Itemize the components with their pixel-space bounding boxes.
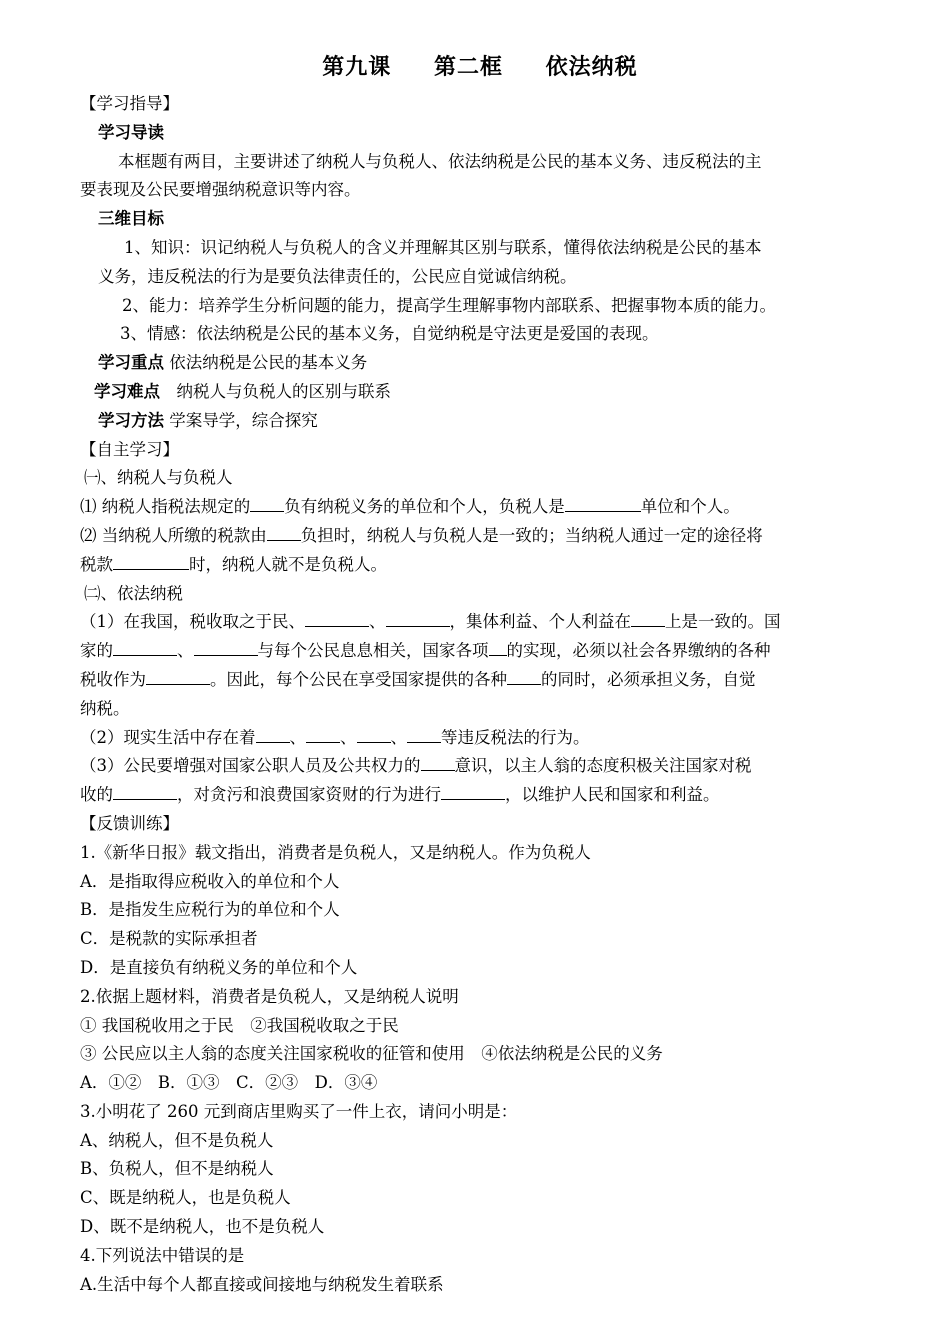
- answer-blank[interactable]: [421, 752, 455, 771]
- p1-text-i: 税收作为: [80, 669, 146, 689]
- key-label: 学习重点: [98, 353, 164, 373]
- self-p1-line3: [80, 666, 880, 695]
- self-q2-line1: [80, 522, 880, 551]
- self-q1-text-c: 单位和个人。: [640, 497, 740, 517]
- fb-q4: 4.下列说法中错误的是: [80, 1245, 245, 1265]
- p1-text-b: 、: [369, 612, 386, 632]
- goal-ability: 2、能力：培养学生分析问题的能力，提高学生理解事物内部联系、把握事物本质的能力。: [122, 295, 776, 315]
- goal-emotion: 3、情感：依法纳税是公民的基本义务，自觉纳税是守法更是爱国的表现。: [120, 324, 659, 344]
- goal-knowledge-2: 义务，违反税法的行为是要负法律责任的，公民应自觉诚信纳税。: [98, 266, 577, 286]
- fb-q2: 2.依据上题材料，消费者是负税人，又是纳税人说明: [80, 986, 459, 1006]
- answer-blank[interactable]: [386, 608, 450, 627]
- answer-blank[interactable]: [441, 781, 505, 800]
- p2-text-b: 等违反税法的行为。: [441, 727, 590, 747]
- answer-blank[interactable]: [113, 551, 189, 570]
- p3-text-b: 意识，以主人翁的态度积极关注国家对税: [454, 756, 752, 776]
- fb-q1-option[interactable]: B．是指发生应税行为的单位和个人: [80, 900, 340, 920]
- document-page: [80, 50, 880, 1299]
- p1-text-f: 、: [177, 641, 194, 661]
- fb-q4-option[interactable]: A.生活中每个人都直接或间接地与纳税发生着联系: [80, 1274, 444, 1294]
- answer-blank[interactable]: [256, 724, 290, 743]
- answer-blank[interactable]: [113, 637, 177, 656]
- self-q2-text-b: 负担时，纳税人与负税人是一致的；当纳税人通过一定的途径将: [300, 525, 763, 545]
- p3-text-d: ，对贪污和浪费国家资财的行为进行: [177, 785, 441, 805]
- method-point: [80, 407, 880, 436]
- self-q1-text-b: 负有纳税义务的单位和个人，负税人是: [284, 497, 565, 517]
- self-study-header: 【自主学习】: [80, 439, 179, 459]
- answer-blank[interactable]: [250, 493, 284, 512]
- answer-blank[interactable]: [357, 724, 391, 743]
- p2-sep: 、: [390, 727, 407, 747]
- page-title: [80, 50, 880, 86]
- key-point: [80, 349, 880, 378]
- fb-q2-options[interactable]: A．①② B．①③ C．②③ D．③④: [80, 1073, 378, 1093]
- method-text: 学案导学，综合探究: [169, 410, 318, 430]
- fb-q3: 3.小明花了 260 元到商店里购买了一件上衣，请问小明是：: [80, 1101, 518, 1121]
- fb-q3-option[interactable]: B、负税人，但不是纳税人: [80, 1159, 274, 1179]
- p1-text-g: 与每个公民息息相关，国家各项: [257, 641, 489, 661]
- p1-text-c: ，集体利益、个人利益在: [449, 612, 631, 632]
- p1-text-d: 上是一致的。国: [665, 612, 781, 632]
- p2-sep: 、: [289, 727, 306, 747]
- self-p1-line2: [80, 637, 880, 666]
- difficulty-text: 纳税人与负税人的区别与联系: [176, 381, 391, 401]
- fb-q1-option[interactable]: A．是指取得应税收入的单位和个人: [80, 871, 340, 891]
- self-q1: [80, 493, 880, 522]
- method-label: 学习方法: [98, 410, 164, 430]
- feedback-header: 【反馈训练】: [80, 813, 179, 833]
- fb-q1-option[interactable]: C．是税款的实际承担者: [80, 929, 258, 949]
- fb-q1-option[interactable]: D．是直接负有纳税义务的单位和个人: [80, 957, 358, 977]
- self-q2-text-c: 税款: [80, 554, 113, 574]
- fb-q3-option[interactable]: C、既是纳税人，也是负税人: [80, 1188, 291, 1208]
- p2-sep: 、: [340, 727, 357, 747]
- reading-label: 学习导读: [98, 122, 164, 142]
- fb-q2-statements-1: ① 我国税收用之于民 ②我国税收取之于民: [80, 1015, 399, 1035]
- fb-q2-statements-2: ③ 公民应以主人翁的态度关注国家税收的征管和使用 ④依法纳税是公民的义务: [80, 1044, 663, 1064]
- fb-q3-option[interactable]: D、既不是纳税人，也不是负税人: [80, 1217, 325, 1237]
- self-q2-line2: [80, 551, 880, 580]
- fb-q1: 1.《新华日报》载文指出，消费者是负税人，又是纳税人。作为负税人: [80, 842, 591, 862]
- self-q2-text-d: 时，纳税人就不是负税人。: [189, 554, 387, 574]
- reading-text-1: 本框题有两目，主要讲述了纳税人与负税人、依法纳税是公民的基本义务、违反税法的主: [118, 151, 762, 171]
- answer-blank[interactable]: [305, 608, 369, 627]
- difficulty-point: [80, 378, 880, 407]
- key-text: 依法纳税是公民的基本义务: [169, 353, 368, 373]
- answer-blank[interactable]: [507, 666, 541, 685]
- p2-text-a: （2）现实生活中存在着: [80, 727, 256, 747]
- p1-text-a: （1）在我国，税收取之于民、: [80, 612, 305, 632]
- difficulty-label: 学习难点: [94, 381, 160, 401]
- self-p2: [80, 724, 880, 753]
- answer-blank[interactable]: [407, 724, 441, 743]
- self-p1-line4: 纳税。: [80, 698, 130, 718]
- goals-label: 三维目标: [98, 209, 164, 229]
- self-q2-text-a: ⑵ 当纳税人所缴的税款由: [80, 525, 267, 545]
- title-lesson: 第九课: [322, 55, 392, 80]
- answer-blank[interactable]: [194, 637, 258, 656]
- answer-blank[interactable]: [565, 493, 641, 512]
- self-p1-line1: [80, 608, 880, 637]
- p1-text-h: 的实现，必须以社会各界缴纳的各种: [506, 641, 771, 661]
- answer-blank[interactable]: [267, 522, 301, 541]
- p3-text-e: ，以维护人民和国家和利益。: [505, 785, 720, 805]
- answer-blank[interactable]: [489, 637, 507, 656]
- self-p3-line2: [80, 781, 880, 810]
- guide-header: 【学习指导】: [80, 94, 179, 113]
- p3-text-a: （3）公民要增强对国家公职人员及公共权力的: [80, 756, 421, 776]
- self-q1-text-a: ⑴ 纳税人指税法规定的: [80, 497, 251, 517]
- fb-q3-option[interactable]: A、纳税人，但不是负税人: [80, 1130, 274, 1150]
- answer-blank[interactable]: [631, 608, 665, 627]
- p3-text-c: 收的: [80, 785, 113, 805]
- section1-title: ㈠、纳税人与负税人: [84, 468, 233, 488]
- answer-blank[interactable]: [306, 724, 340, 743]
- p1-text-k: 的同时，必须承担义务，自觉: [541, 669, 756, 689]
- answer-blank[interactable]: [113, 781, 177, 800]
- p1-text-e: 家的: [80, 641, 113, 661]
- answer-blank[interactable]: [146, 666, 210, 685]
- section2-title: ㈡、依法纳税: [84, 583, 183, 603]
- reading-text-2: 要表现及公民要增强纳税意识等内容。: [80, 180, 361, 200]
- goal-knowledge-1: 1、知识：识记纳税人与负税人的含义并理解其区别与联系，懂得依法纳税是公民的基本: [124, 237, 762, 257]
- p1-text-j: 。因此，每个公民在享受国家提供的各种: [210, 669, 507, 689]
- title-section: 第二框: [433, 55, 503, 80]
- self-p3-line1: [80, 752, 880, 781]
- title-topic: 依法纳税: [545, 55, 638, 80]
